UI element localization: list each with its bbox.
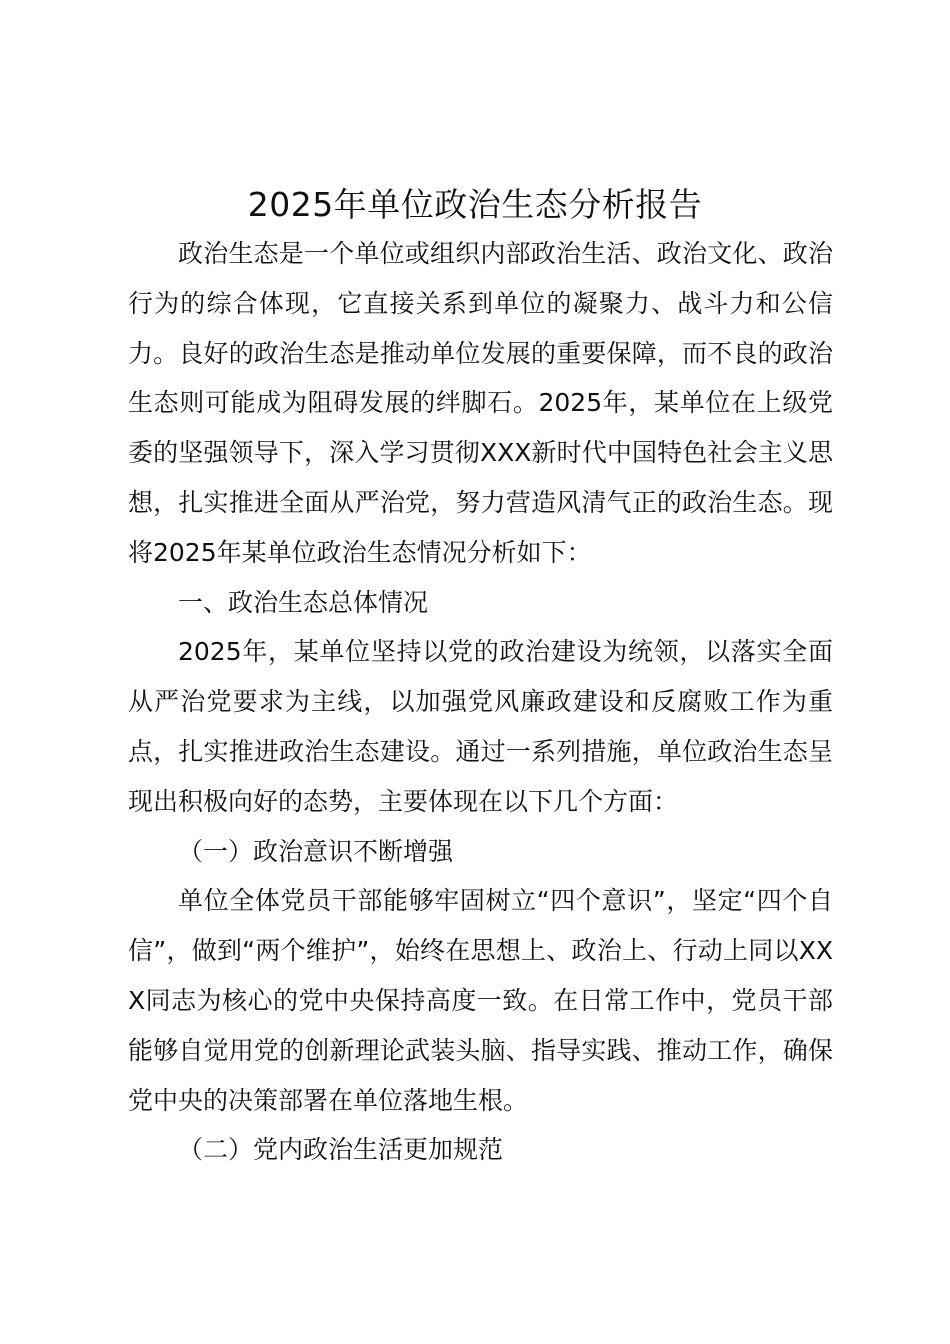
document-body	[128, 229, 833, 1175]
subsection-heading-1: （一）政治意识不断增强	[178, 836, 454, 866]
document-title: 2025年单位政治生态分析报告	[247, 185, 703, 224]
subsection-1-paragraph: 单位全体党员干部能够牢固树立“四个意识”，坚定“四个自信”，做到“两个维护”，始终在思想上、政治上、行动上同以XXX同志为核心的党中央保持高度一致。在日常工作中，党员干部能够自觉用党的创新理论武装头脑、指导实践、推动工作，确保党中央的决策部署在单位落地生根。	[128, 886, 833, 1115]
subsection-heading-2: （二）党内政治生活更加规范	[178, 1135, 504, 1165]
section-1-paragraph: 2025年，某单位坚持以党的政治建设为统领，以落实全面从严治党要求为主线，以加强党风廉政建设和反腐败工作为重点，扎实推进政治生态建设。通过一系列措施，单位政治生态呈现出积极向好的态势，主要体现在以下几个方面：	[128, 637, 833, 816]
section-heading-1: 一、政治生态总体情况	[178, 587, 429, 617]
intro-paragraph: 政治生态是一个单位或组织内部政治生活、政治文化、政治行为的综合体现，它直接关系到单位的凝聚力、战斗力和公信力。良好的政治生态是推动单位发展的重要保障，而不良的政治生态则可能成为阻碍发展的绊脚石。2025年，某单位在上级党委的坚强领导下，深入学习贯彻XXX新时代中国特色社会主义思想，扎实推进全面从严治党，努力营造风清气正的政治生态。现将2025年某单位政治生态情况分析如下：	[128, 239, 833, 567]
